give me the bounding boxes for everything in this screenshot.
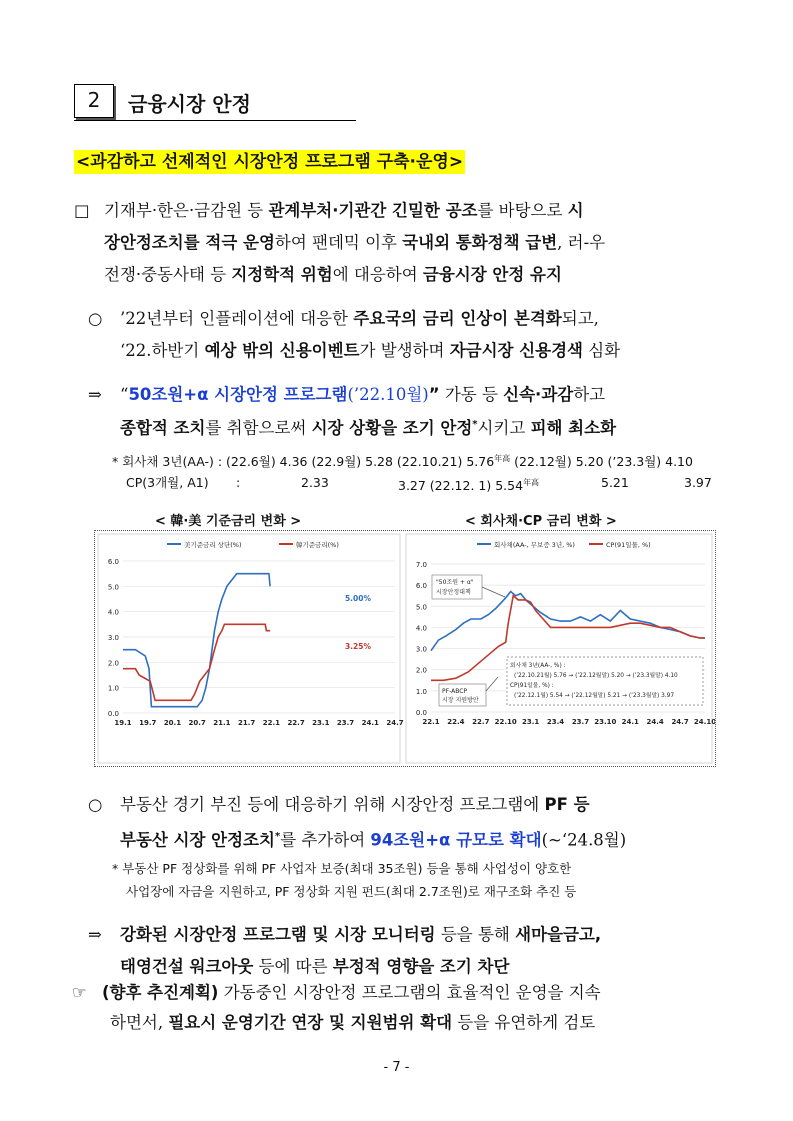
chart-1-annotation-text: 시장안정대책	[436, 589, 471, 596]
text-segment: (~‘24.8월)	[541, 830, 627, 850]
text-segment: 하여 팬데믹 이후	[274, 233, 403, 252]
chart-0-data-label: 5.00%	[344, 594, 371, 603]
chart-1-ytick: 7.0	[415, 561, 427, 569]
chart-1-annotation-text: 회사채 3년(AA-, %) :	[510, 663, 566, 669]
text-segment: 피해 최소화	[530, 418, 617, 438]
p1-line3	[104, 260, 562, 290]
text-segment: 시키고	[477, 418, 531, 438]
text-segment: 심화	[582, 341, 621, 360]
text-segment: 주요국의 금리 인상이 본격화	[353, 309, 562, 328]
chart-0-xtick: 20.7	[188, 719, 206, 727]
chart-1-annotation-text: "50조원 + α"	[436, 579, 474, 586]
text-segment: 필요시 운영기간 연장 및 지원범위 확대	[168, 1013, 453, 1032]
text-segment: 시장 상황을 조기 안정	[311, 418, 473, 438]
text-segment: 장안정조치를 적극 운영	[104, 233, 275, 252]
text-segment: 하면서,	[110, 1013, 169, 1032]
text-segment: 부정적 영향을 조기 차단	[332, 957, 510, 976]
chart-0-xtick: 21.1	[213, 719, 231, 727]
chart-1-xtick: 24.10	[693, 718, 715, 726]
chart-1-legend-label: CP(91일물, %)	[606, 541, 651, 549]
text-segment: *	[472, 419, 478, 430]
chart-1-xtick: 23.10	[594, 718, 617, 726]
p1-bullet: □	[74, 201, 90, 220]
footnote-2-line1: * 부동산 PF 정상화를 위해 PF 사업자 보증(최대 35조원) 등을 통해 사업성이 양호한	[112, 861, 572, 876]
text-segment: 가동 등	[439, 385, 504, 404]
chart-1-ytick: 5.0	[415, 603, 427, 612]
text-segment: 종합적 조치	[120, 418, 206, 438]
chart-1-xtick: 22.10	[494, 718, 517, 726]
p1-line1	[104, 196, 584, 226]
text-segment: PF 등	[544, 795, 590, 814]
chart-0-data-label: 3.25%	[344, 642, 371, 651]
p2-bullet: ○	[88, 309, 103, 328]
chart-1-ytick: 6.0	[415, 582, 427, 591]
text-segment: ‘22.하반기	[120, 341, 205, 360]
text-segment: 되고,	[561, 309, 599, 328]
charts-container	[94, 530, 716, 767]
text-segment: 부동산 시장 안정조치	[120, 830, 275, 850]
p5-arrow: ⇒	[88, 925, 102, 944]
p3-line2	[120, 410, 616, 444]
chart-1-ytick: 4.0	[415, 624, 427, 633]
text-segment: 를 추가하여	[280, 830, 371, 850]
chart-0-xtick: 20.1	[163, 719, 182, 727]
chart-1-annotation-text: 시장 지원방안	[442, 697, 479, 704]
chart-0-xtick: 21.7	[237, 719, 256, 727]
text-segment: 부동산 경기 부진 등에 대응하기 위해 시장안정 프로그램에	[120, 795, 545, 814]
chart-1-xtick: 23.1	[521, 718, 540, 726]
text-segment: ’22년부터 인플레이션에 대응한	[120, 309, 354, 328]
p3-arrow: ⇒	[88, 385, 102, 404]
chart-1-annotation-text: CP(91일물, %) :	[510, 683, 554, 689]
text-segment: 태영건설 워크아웃	[120, 957, 254, 976]
chart-0-ytick: 3.0	[107, 634, 119, 642]
text-segment: 전쟁·중동사태 등	[104, 265, 232, 284]
text-segment: 등에 따른	[253, 957, 333, 976]
text-segment: 새마을금고,	[515, 925, 602, 944]
text-segment: 94조원+α 규모로 확대	[370, 830, 542, 850]
footnote-2-line2: 사업장에 자금을 지원하고, PF 정상화 지원 펀드(최대 2.7조원)로 재구조화 추진 등	[126, 884, 577, 899]
chart-1-ytick: 2.0	[415, 666, 427, 675]
text-segment: 가 발생하며	[359, 341, 450, 360]
chart-0-xtick: 24.7	[386, 719, 404, 727]
text-segment: *	[274, 831, 281, 842]
text-segment: 신속·과감	[503, 385, 574, 404]
chart-0-xtick: 24.1	[361, 719, 379, 727]
chart-0-ytick: 0.0	[107, 710, 119, 718]
text-segment: (향후 추진계획)	[102, 983, 219, 1002]
chart-0-ytick: 6.0	[107, 558, 119, 566]
text-segment: 를 바탕으로	[477, 201, 568, 220]
text-segment: 금융시장 안정 유지	[422, 265, 562, 284]
chart-0-xtick: 22.1	[262, 719, 281, 727]
chart-1-ytick: 3.0	[415, 645, 427, 654]
chart-1-xtick: 23.7	[571, 718, 590, 726]
chart-1-ytick: 1.0	[415, 687, 427, 696]
text-segment: 국내외 통화정책 급변	[402, 233, 558, 252]
p3-line1	[120, 380, 605, 410]
chart-0-legend-label: 韓기준금리(%)	[296, 541, 339, 549]
text-segment: 지정학적 위험	[231, 265, 333, 284]
p1-line2	[104, 228, 605, 258]
chart-1-annotation-text: PF-ABCP	[442, 688, 468, 695]
chart-1-xtick: 22.7	[472, 718, 490, 726]
text-segment: ”	[428, 385, 440, 404]
chart-1-legend-label: 회사채(AA-, 무보증 3년, %)	[494, 541, 575, 549]
chart-0-xtick: 19.1	[114, 719, 132, 727]
text-segment: 를 취함으로써	[205, 418, 312, 438]
page-number: - 7 -	[383, 1060, 410, 1075]
chart-1-annotation-text: (’22.12.1월) 5.54 → (’22.12월말) 5.21 → (’23.3월말) 3.97	[514, 693, 675, 699]
chart-0-xtick: 19.7	[139, 719, 157, 727]
chart-0-ytick: 2.0	[107, 659, 119, 668]
p4-bullet: ○	[88, 795, 103, 814]
text-segment: 강화된 시장안정 프로그램 및 시장 모니터링	[120, 925, 436, 944]
text-segment: (’22.10월)	[347, 385, 429, 404]
chart-left-title: < 韓·美 기준금리 변화 >	[155, 514, 302, 529]
chart-1-xtick: 22.4	[447, 718, 465, 726]
text-segment: 에 대응하여	[332, 265, 423, 284]
footnote-1-line1: * 회사채 3년(AA-) : (22.6월) 4.36 (22.9월) 5.28 (22.10.21) $5.76^{年高}$ (22.12월) 5.20 (’23.3월) 4.10	[112, 454, 693, 470]
chart-0-legend-label: 美기준금리 상단(%)	[184, 541, 242, 549]
p4-line1	[120, 790, 590, 820]
chart-1-xtick: 24.7	[671, 718, 689, 726]
subsection-title: <과감하고 선제적인 시장안정 프로그램 구축·운영>	[76, 152, 464, 172]
section-number: 2	[74, 84, 114, 118]
section-header	[74, 84, 356, 121]
chart-1-annotation-text: (’22.10.21월) 5.76 → (’22.12월말) 5.20 → (’23.3월말) 4.10	[514, 673, 678, 679]
text-segment: , 러-우	[557, 233, 606, 252]
chart-1-xtick: 22.1	[422, 718, 440, 726]
text-segment: 관계부처·기관간 긴밀한 공조	[268, 201, 478, 220]
p4-line2	[120, 822, 626, 856]
text-segment: 자금시장 신용경색	[449, 341, 583, 360]
p5-line1	[120, 920, 601, 950]
text-segment: 등을 통해	[435, 925, 516, 944]
chart-right-title: < 회사채·CP 금리 변화 >	[465, 514, 617, 529]
chart-1-xtick: 24.1	[621, 718, 639, 726]
chart-1-xtick: 23.4	[546, 718, 565, 726]
section-title: 금융시장 안정	[128, 92, 251, 116]
text-segment: 등을 유연하게 검토	[452, 1013, 596, 1032]
chart-0-ytick: 5.0	[107, 583, 119, 592]
chart-0-ytick: 4.0	[107, 608, 119, 617]
footnote-1-line2: CP(3개월, A1) : 2.33 3.27 (22.12. 1) $5.54^{年高}$ 5.21 3.97	[126, 475, 712, 494]
chart-1-xtick: 24.4	[646, 718, 664, 726]
chart-1-ytick: 0.0	[415, 709, 427, 717]
chart-0-xtick: 22.7	[287, 719, 305, 727]
chart-0-ytick: 1.0	[107, 684, 119, 693]
pointing-hand-icon: ☞	[72, 983, 87, 1002]
text-segment: 50조원+α 시장안정 프로그램	[128, 385, 348, 404]
text-segment: 가동중인 시장안정 프로그램의 효율적인 운영을 지속	[218, 983, 601, 1002]
chart-0-xtick: 23.1	[312, 719, 330, 727]
chart-0-xtick: 23.7	[336, 719, 355, 727]
p2-line2	[120, 336, 620, 366]
p2-line1	[120, 304, 599, 334]
charts-svg	[95, 531, 715, 766]
text-segment: 기재부·한은·금감원 등	[104, 201, 269, 220]
text-segment: 예상 밖의 신용이벤트	[204, 341, 360, 360]
text-segment: “	[120, 385, 129, 404]
text-segment: 시	[567, 201, 584, 220]
text-segment: 하고	[573, 385, 606, 404]
p6-line1	[102, 978, 601, 1008]
p6-line2	[110, 1008, 595, 1038]
